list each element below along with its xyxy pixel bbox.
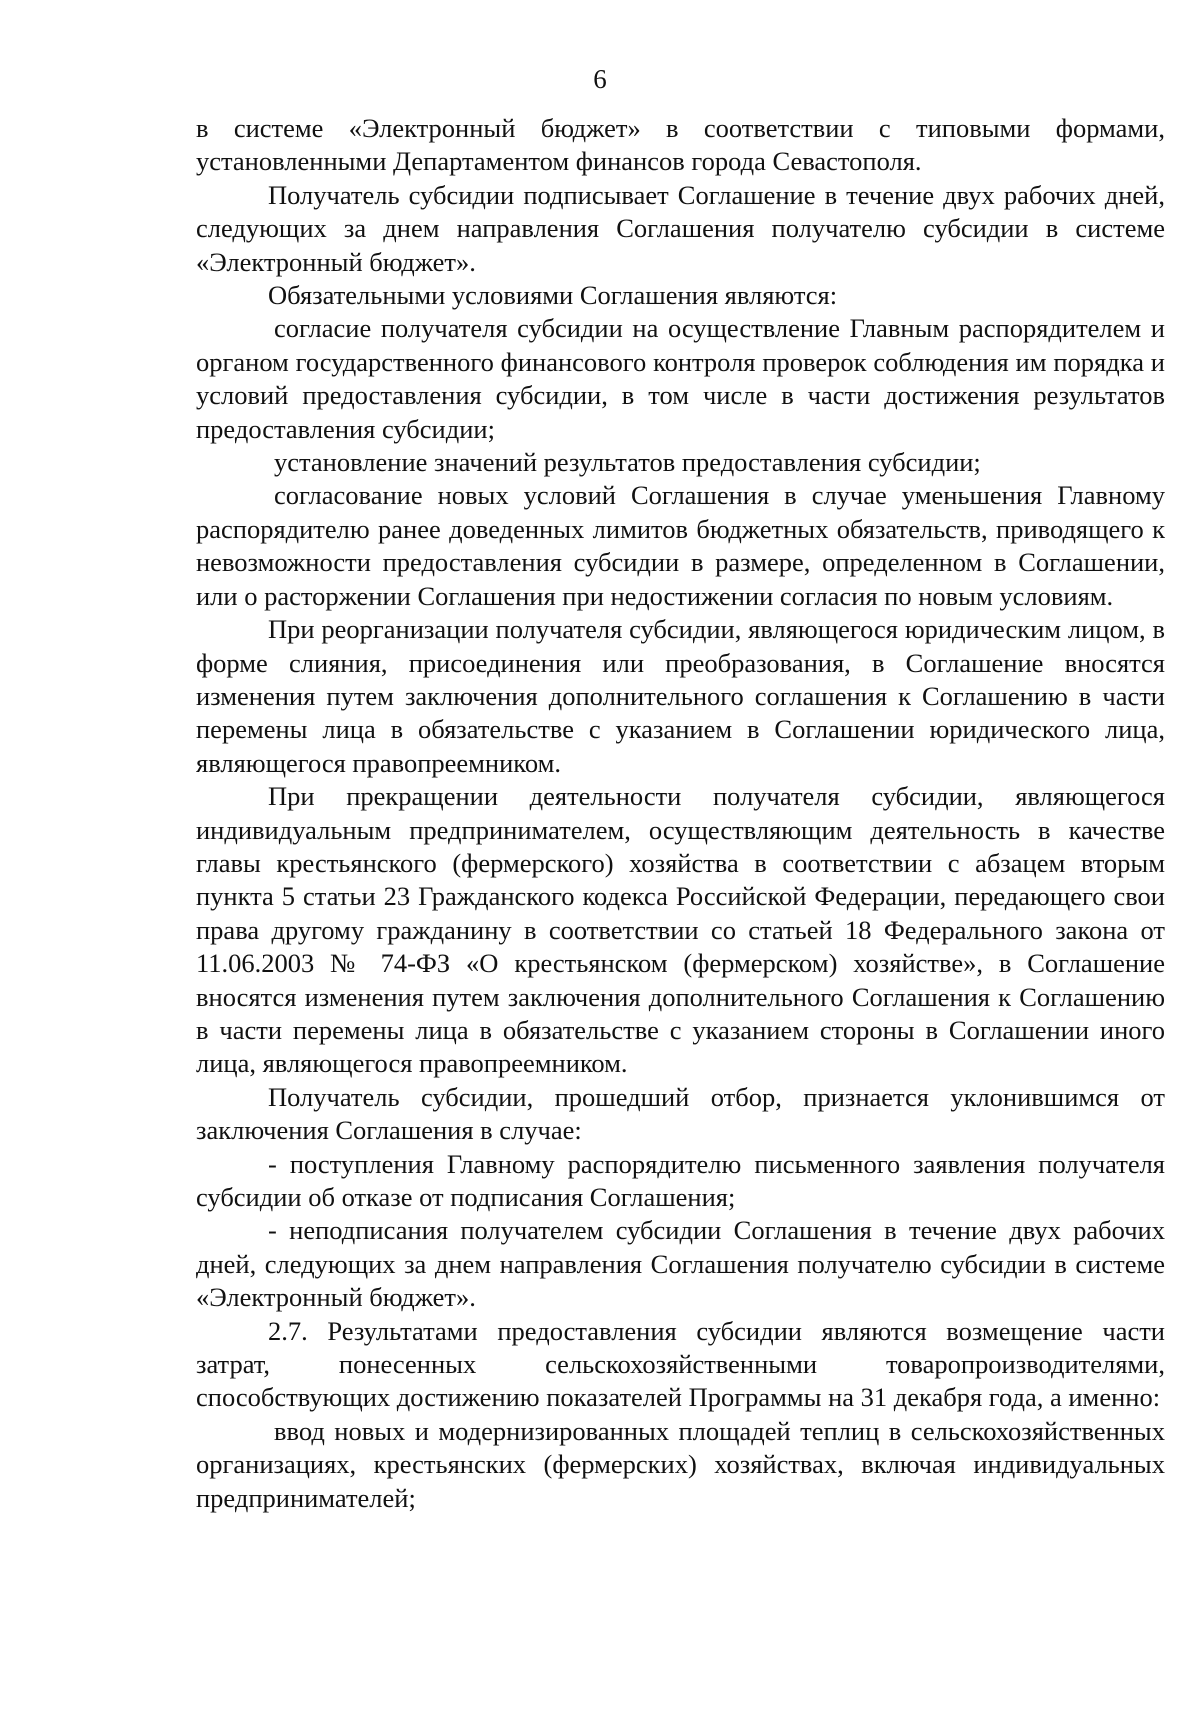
paragraph-evasion-case-2: - неподписания получателем субсидии Соглашения в течение двух рабочих дней, следующих за днем направления Соглашения получателю субсидии в системе «Электронный бюджет». bbox=[196, 1215, 1165, 1313]
paragraph-termination: При прекращении деятельности получателя субсидии, являющегося индивидуальным предпринимателем, осуществляющим деятельность в качестве главы крестьянского (фермерского) хозяйства в соответствии с абзацем вторым пункта 5 статьи 23 Гражданского кодекса Российской Федерации, передающего свои права другому гражданину в соответствии со статьей 18 Федерального закона от 11.06.2003 № 74-ФЗ «О крестьянском (фермерском) хозяйстве», в Соглашение вносятся изменения путем заключения дополнительного Соглашения к Соглашению в части перемены лица в обязательстве с указанием стороны в Соглашении иного лица, являющегося правопреемником. bbox=[196, 781, 1165, 1079]
paragraph-evasion-case-1: - поступления Главному распорядителю письменного заявления получателя субсидии об отказе от подписания Соглашения; bbox=[196, 1148, 1165, 1212]
paragraph-section-2-7: 2.7. Результатами предоставления субсидии являются возмещение части затрат, понесенных сельскохозяйственными товаропроизводителями, способствующих достижению показателей Программы на 31 декабря года, а именно: bbox=[196, 1315, 1165, 1413]
paragraph-condition-agreement: согласование новых условий Соглашения в случае уменьшения Главному распорядителю ранее доведенных лимитов бюджетных обязательств, приводящего к невозможности предоставления субсидии в размере, определенном в Соглашении, или о расторжении Соглашения при недостижении согласия по новым условиям. bbox=[196, 480, 1165, 611]
document-body bbox=[196, 112, 1165, 1515]
paragraph-signing-term: Получатель субсидии подписывает Соглашение в течение двух рабочих дней, следующих за днем направления Соглашения получателю субсидии в системе «Электронный бюджет». bbox=[196, 179, 1165, 277]
page-number: 6 bbox=[593, 64, 607, 94]
paragraph-reorganization: При реорганизации получателя субсидии, являющегося юридическим лицом, в форме слияния, присоединения или преобразования, в Соглашение вносятся изменения путем заключения дополнительного соглашения к Соглашению в части перемены лица в обязательстве с указанием в Соглашении юридического лица, являющегося правопреемником. bbox=[196, 614, 1165, 778]
paragraph-evasion: Получатель субсидии, прошедший отбор, признается уклонившимся от заключения Соглашения в случае: bbox=[196, 1081, 1165, 1146]
paragraph-intro-continuation: в системе «Электронный бюджет» в соответствии с типовыми формами, установленными Департаментом финансов города Севастополя. bbox=[196, 113, 1165, 177]
paragraph-condition-consent: согласие получателя субсидии на осуществление Главным распорядителем и органом государственного финансового контроля проверок соблюдения им порядка и условий предоставления субсидии, в том числе в части достижения результатов предоставления субсидии; bbox=[196, 313, 1165, 444]
paragraph-greenhouse-result: ввод новых и модернизированных площадей теплиц в сельскохозяйственных организациях, крестьянских (фермерских) хозяйствах, включая индивидуальных предпринимателей; bbox=[196, 1415, 1165, 1513]
paragraph-condition-results: установление значений результатов предоставления субсидии; bbox=[274, 447, 981, 478]
paragraph-mandatory-conditions: Обязательными условиями Соглашения являются: bbox=[268, 280, 838, 311]
